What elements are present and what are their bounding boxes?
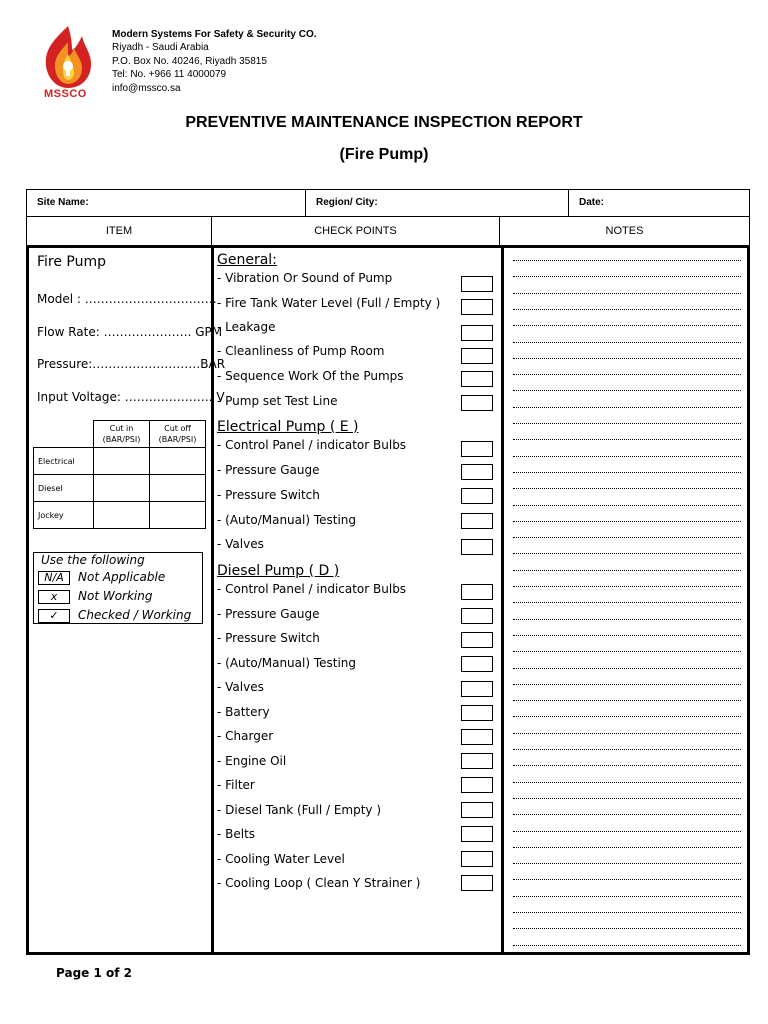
note-line[interactable] [513,537,741,538]
check-item: - Pressure Gauge [217,463,320,477]
note-line[interactable] [513,847,741,848]
note-line[interactable] [513,407,741,408]
table-row [34,475,206,502]
legend-symbol: N/A [38,571,70,585]
main-table [26,245,750,955]
note-line[interactable] [513,782,741,783]
note-line[interactable] [513,488,741,489]
note-line[interactable] [513,439,741,440]
check-item: - Charger [217,729,274,743]
check-item: - Diesel Tank (Full / Empty ) [217,803,382,817]
check-box[interactable] [461,488,493,504]
check-item: - Engine Oil [217,754,287,768]
note-line[interactable] [513,325,741,326]
check-item: - Control Panel / indicator Bulbs [217,438,407,452]
note-line[interactable] [513,635,741,636]
note-line[interactable] [513,619,741,620]
check-box[interactable] [461,826,493,842]
company-name: Modern Systems For Safety & Security CO. [112,29,317,40]
note-line[interactable] [513,423,741,424]
cut-in-out-table [33,420,206,529]
note-line[interactable] [513,945,741,946]
logo-text: MSSCO [44,88,87,100]
cut-off-cell[interactable] [150,475,206,502]
check-box[interactable] [461,371,493,387]
check-box[interactable] [461,464,493,480]
note-line[interactable] [513,293,741,294]
note-line[interactable] [513,765,741,766]
check-item: - Pressure Gauge [217,607,320,621]
check-item: - Cooling Water Level [217,852,345,866]
legend-label: Checked / Working [78,608,192,622]
company-po-box: P.O. Box No. 40246, Riyadh 35815 [112,55,267,67]
note-line[interactable] [513,570,741,571]
note-line[interactable] [513,733,741,734]
cut-off-header: Cut off (BAR/PSI) [150,421,206,448]
site-name-field[interactable]: Site Name: [27,190,306,216]
check-item: - Fire Tank Water Level (Full / Empty ) [217,296,441,310]
note-line[interactable] [513,276,741,277]
check-box[interactable] [461,705,493,721]
check-box[interactable] [461,325,493,341]
company-city: Riyadh - Saudi Arabia [112,42,209,54]
note-line[interactable] [513,912,741,913]
check-item: - Pressure Switch [217,488,320,502]
check-box[interactable] [461,395,493,411]
cut-in-cell[interactable] [94,475,150,502]
note-line[interactable] [513,879,741,880]
note-line[interactable] [513,863,741,864]
note-line[interactable] [513,260,741,261]
column-item: ITEM [27,217,212,245]
cut-in-cell[interactable] [94,448,150,475]
report-title: PREVENTIVE MAINTENANCE INSPECTION REPORT [185,114,583,131]
cut-in-header: Cut in (BAR/PSI) [94,421,150,448]
column-notes: NOTES [605,225,644,237]
check-item: - Pressure Switch [217,631,320,645]
check-item: - (Auto/Manual) Testing [217,656,357,670]
column-check-points: CHECK POINTS [212,217,500,245]
row-label-electrical: Electrical [34,448,94,475]
divider [501,245,504,955]
date-field[interactable]: Date: [579,197,605,208]
check-item: - Cleanliness of Pump Room [217,344,385,358]
check-box[interactable] [461,608,493,624]
note-line[interactable] [513,309,741,310]
flame-logo-icon [38,22,98,92]
note-line[interactable] [513,928,741,929]
page-number: Page 1 of 2 [56,966,132,980]
note-line[interactable] [513,602,741,603]
check-box[interactable] [461,875,493,891]
check-item: - Control Panel / indicator Bulbs [217,582,407,596]
note-line[interactable] [513,586,741,587]
note-line[interactable] [513,456,741,457]
check-box[interactable] [461,851,493,867]
note-line[interactable] [513,684,741,685]
check-box[interactable] [461,729,493,745]
check-box[interactable] [461,539,493,555]
item-title: Fire Pump [37,254,107,270]
table-row [34,502,206,529]
check-item: - Valves [217,680,264,694]
note-line[interactable] [513,814,741,815]
divider [211,245,214,955]
table-row [34,448,206,475]
check-item: - Battery [217,705,270,719]
legend-symbol: x [38,590,70,604]
note-line[interactable] [513,521,741,522]
row-label-diesel: Diesel [34,475,94,502]
note-line[interactable] [513,342,741,343]
check-box[interactable] [461,777,493,793]
check-box[interactable] [461,656,493,672]
cut-in-cell[interactable] [94,502,150,529]
check-item: - Leakage [217,320,276,334]
note-line[interactable] [513,390,741,391]
legend-label: Not Working [78,589,153,603]
cut-off-cell[interactable] [150,448,206,475]
note-line[interactable] [513,798,741,799]
legend-label: Not Applicable [78,570,166,584]
check-item: - Belts [217,827,256,841]
check-box[interactable] [461,753,493,769]
note-line[interactable] [513,374,741,375]
cut-off-cell[interactable] [150,502,206,529]
company-info [112,28,317,95]
note-line[interactable] [513,472,741,473]
check-item: - Filter [217,778,255,792]
note-line[interactable] [513,553,741,554]
region-city-field[interactable]: Region/ City: [306,190,569,216]
flow-rate-field[interactable]: Flow Rate: …………………. GPM [37,325,223,339]
check-item: - Sequence Work Of the Pumps [217,369,404,383]
check-item: - Vibration Or Sound of Pump [217,271,393,285]
note-line[interactable] [513,651,741,652]
check-item: - (Auto/Manual) Testing [217,513,357,527]
note-line[interactable] [513,749,741,750]
check-box[interactable] [461,441,493,457]
company-tel: Tel: No. +966 11 4000079 [112,69,227,81]
pressure-field[interactable]: Pressure:………………………BAR [37,357,226,371]
row-label-jockey: Jockey [34,502,94,529]
legend-box [33,552,203,624]
legend-symbol: ✓ [38,609,70,623]
check-box[interactable] [461,584,493,600]
section-electrical-title: Electrical Pump ( E ) [217,419,359,435]
legend-title: Use the following [41,553,145,567]
check-box[interactable] [461,299,493,315]
note-line[interactable] [513,505,741,506]
note-line[interactable] [513,831,741,832]
section-diesel-title: Diesel Pump ( D ) [217,563,340,579]
check-box[interactable] [461,513,493,529]
input-voltage-field[interactable]: Input Voltage: …………………. V [37,390,225,404]
model-field[interactable]: Model : …………………………… [37,292,217,306]
check-box[interactable] [461,802,493,818]
note-line[interactable] [513,358,741,359]
note-line[interactable] [513,716,741,717]
note-line[interactable] [513,668,741,669]
check-box[interactable] [461,681,493,697]
company-email: info@mssco.sa [112,82,181,94]
header-row [26,189,750,217]
check-box[interactable] [461,348,493,364]
section-general-title: General: [217,252,277,268]
note-line[interactable] [513,700,741,701]
check-item: - Cooling Loop ( Clean Y Strainer ) [217,876,421,890]
check-item: - Pump set Test Line [217,394,338,408]
column-header-row [26,217,750,246]
report-subtitle: (Fire Pump) [339,146,429,163]
check-item: - Valves [217,537,264,551]
note-line[interactable] [513,896,741,897]
check-box[interactable] [461,632,493,648]
check-box[interactable] [461,276,493,292]
